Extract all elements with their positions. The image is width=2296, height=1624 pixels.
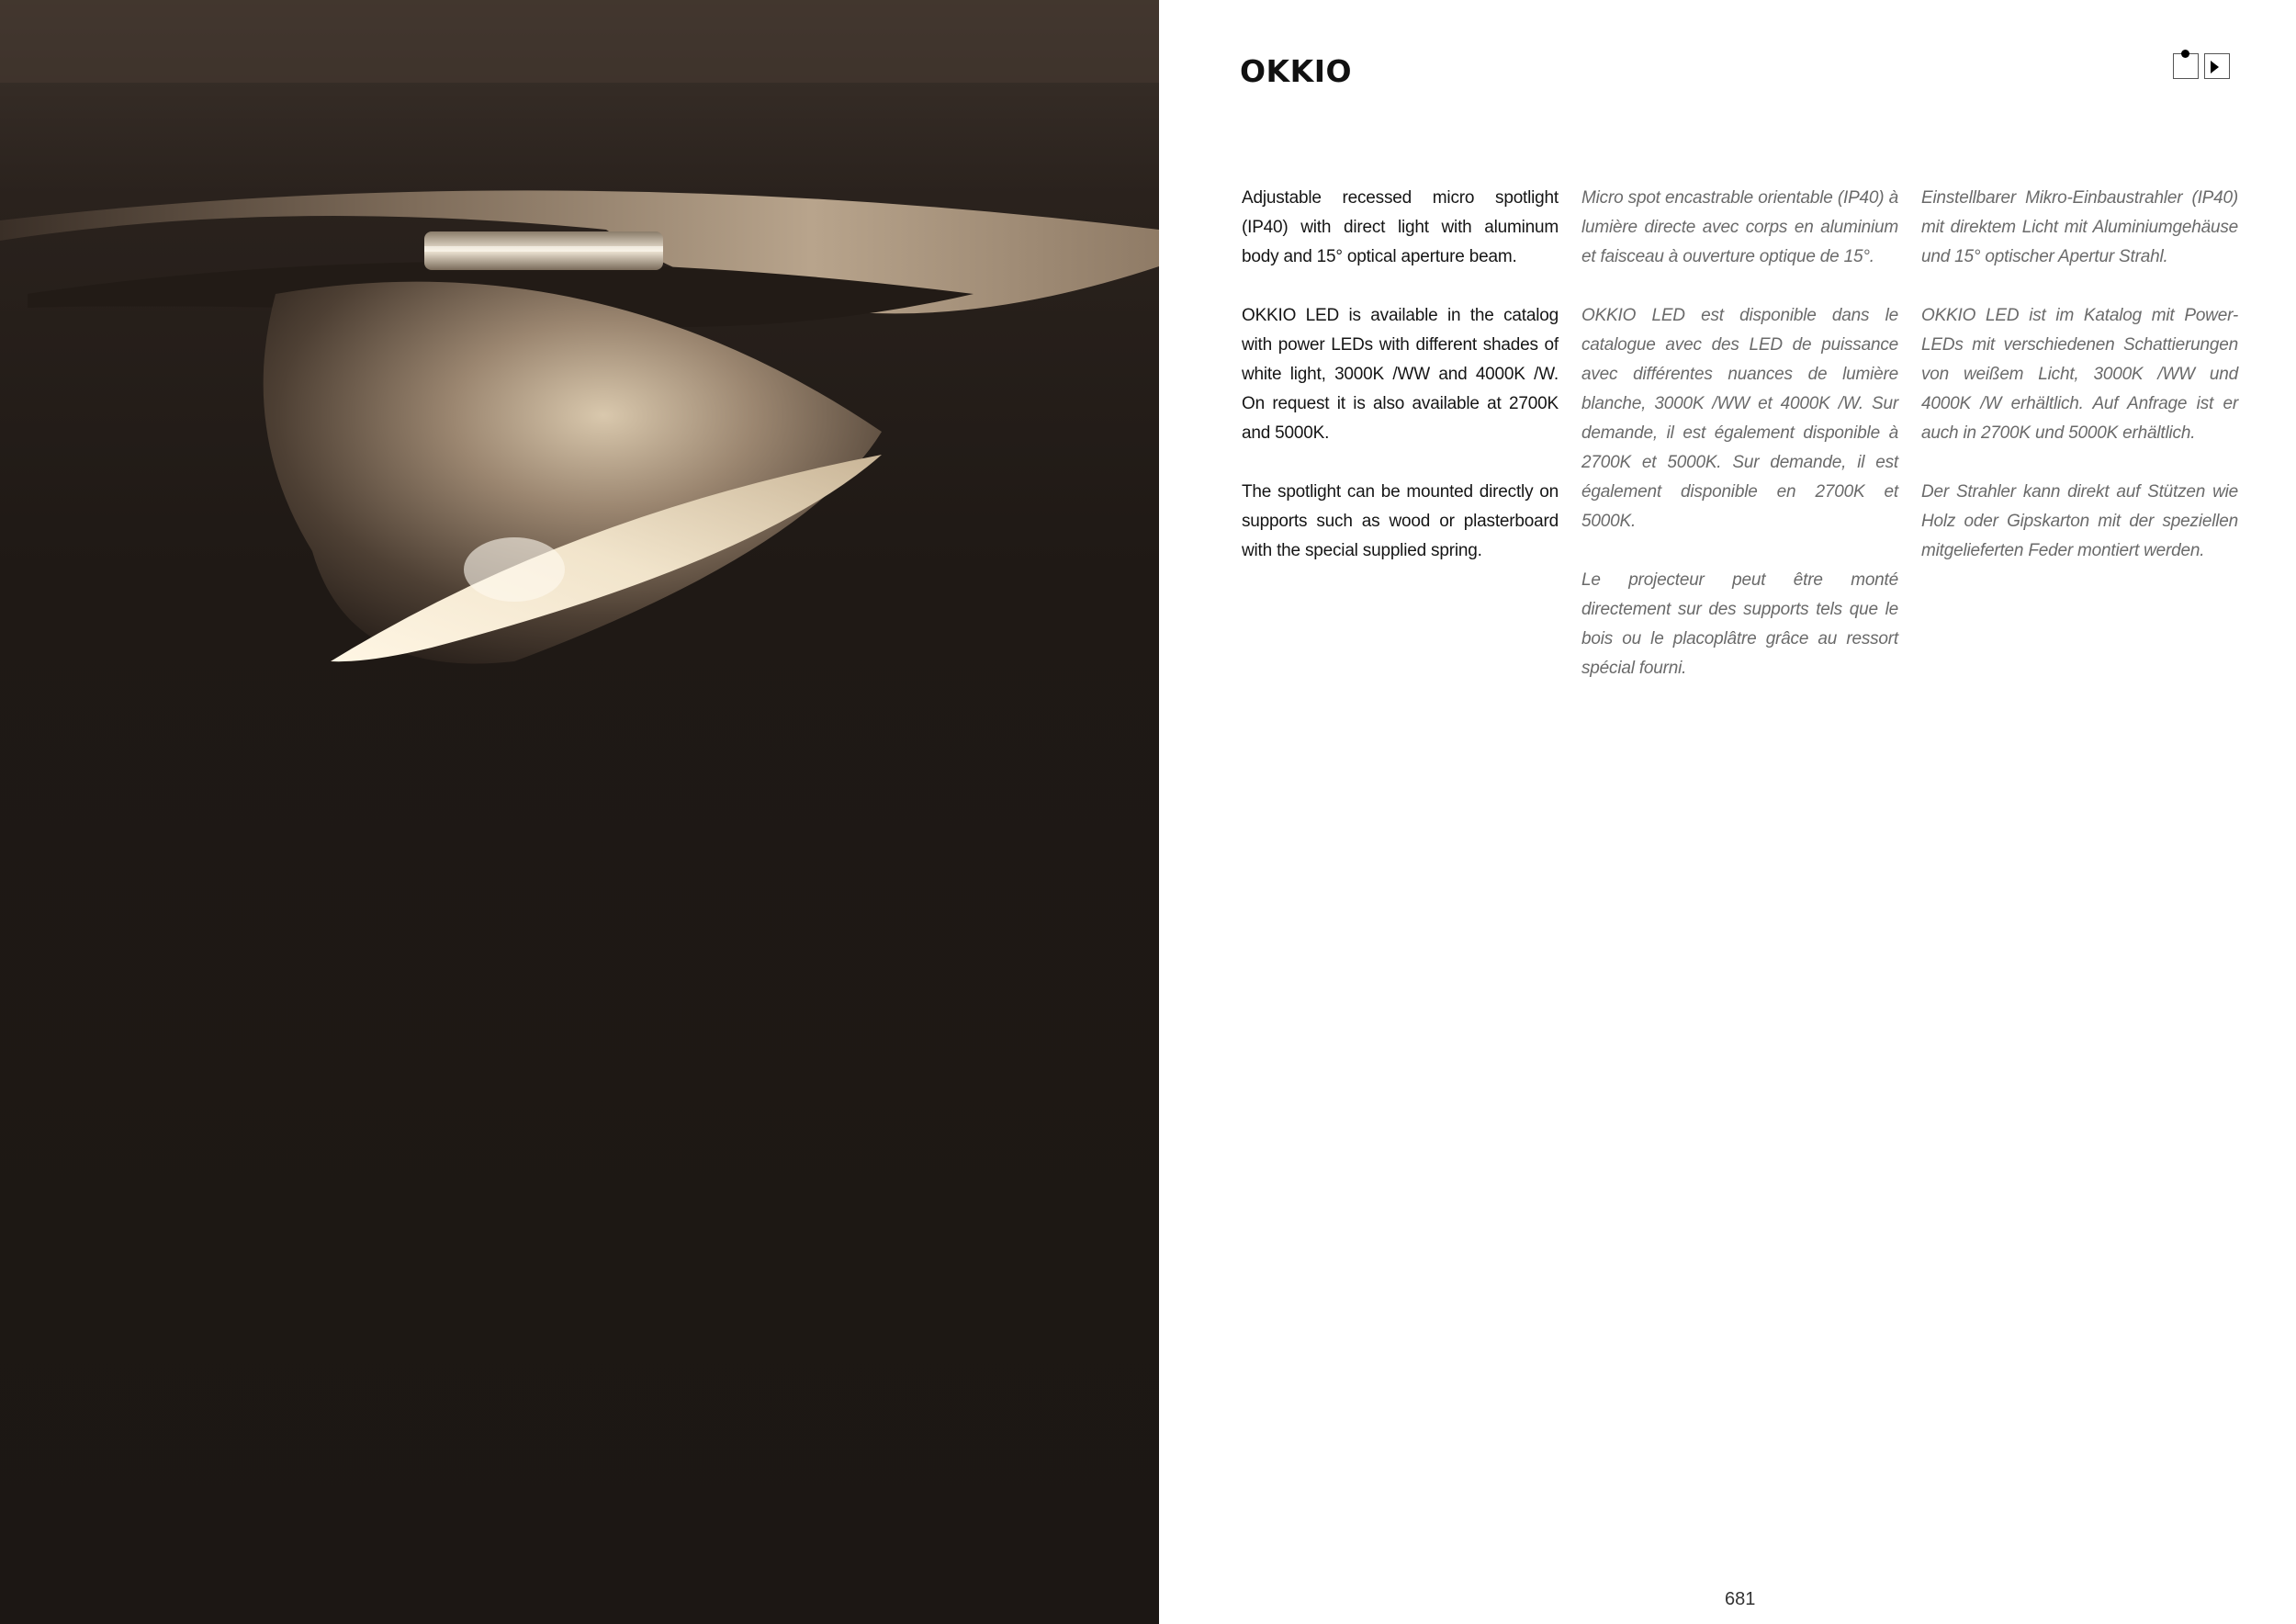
de-paragraph-2: OKKIO LED ist im Katalog mit Power-LEDs mit verschiedenen Schattierungen von weißem Licht, 3000K /WW und 4000K /W erhältlich. Auf Anfrage ist er auch in 2700K und 5000K erhältlich.	[1921, 306, 2238, 443]
arrow-triangle	[2211, 61, 2219, 73]
en-paragraph-2: OKKIO LED is available in the catalog with power LEDs with different shades of white light, 3000K /WW and 4000K /W. On request it is also available at 2700K and 5000K.	[1242, 306, 1559, 443]
description-columns	[1242, 184, 2238, 713]
de-paragraph-1: Einstellbarer Mikro-Einbaustrahler (IP40) mit direktem Licht mit Aluminiumgehäuse und 15° optischer Apertur Strahl.	[1921, 188, 2238, 266]
en-paragraph-3: The spotlight can be mounted directly on supports such as wood or plasterboard with the special supplied spring.	[1242, 482, 1559, 560]
product-title: OKKIO	[1240, 53, 1353, 89]
ceiling-recessed-icon	[2173, 53, 2199, 79]
fr-paragraph-3: Le projecteur peut être monté directement sur des supports tels que le bois ou le placoplâtre grâce au ressort spécial fourni.	[1581, 570, 1898, 678]
direction-arrow-icon	[2204, 53, 2230, 79]
de-paragraph-3: Der Strahler kann direkt auf Stützen wie Holz oder Gipskarton mit der speziellen mitgelieferten Feder montiert werden.	[1921, 482, 2238, 560]
german-column	[1921, 184, 2238, 713]
page-number: 681	[1725, 1589, 1756, 1609]
en-paragraph-1: Adjustable recessed micro spotlight (IP40) with direct light with aluminum body and 15° optical aperture beam.	[1242, 188, 1559, 266]
fr-paragraph-1: Micro spot encastrable orientable (IP40) à lumière directe avec corps en aluminium et faisceau à ouverture optique de 15°.	[1581, 188, 1898, 266]
feature-icons	[2173, 53, 2230, 79]
french-column	[1581, 184, 1898, 713]
light-source-dot	[2181, 50, 2189, 58]
english-column	[1242, 184, 1559, 713]
fr-paragraph-2: OKKIO LED est disponible dans le catalogue avec des LED de puissance avec différentes nuances de lumière blanche, 3000K /WW et 4000K /W. Sur demande, il est également disponible à 2700K et 5000K. Sur demande, il est également disponible en 2700K et 5000K.	[1581, 306, 1898, 531]
